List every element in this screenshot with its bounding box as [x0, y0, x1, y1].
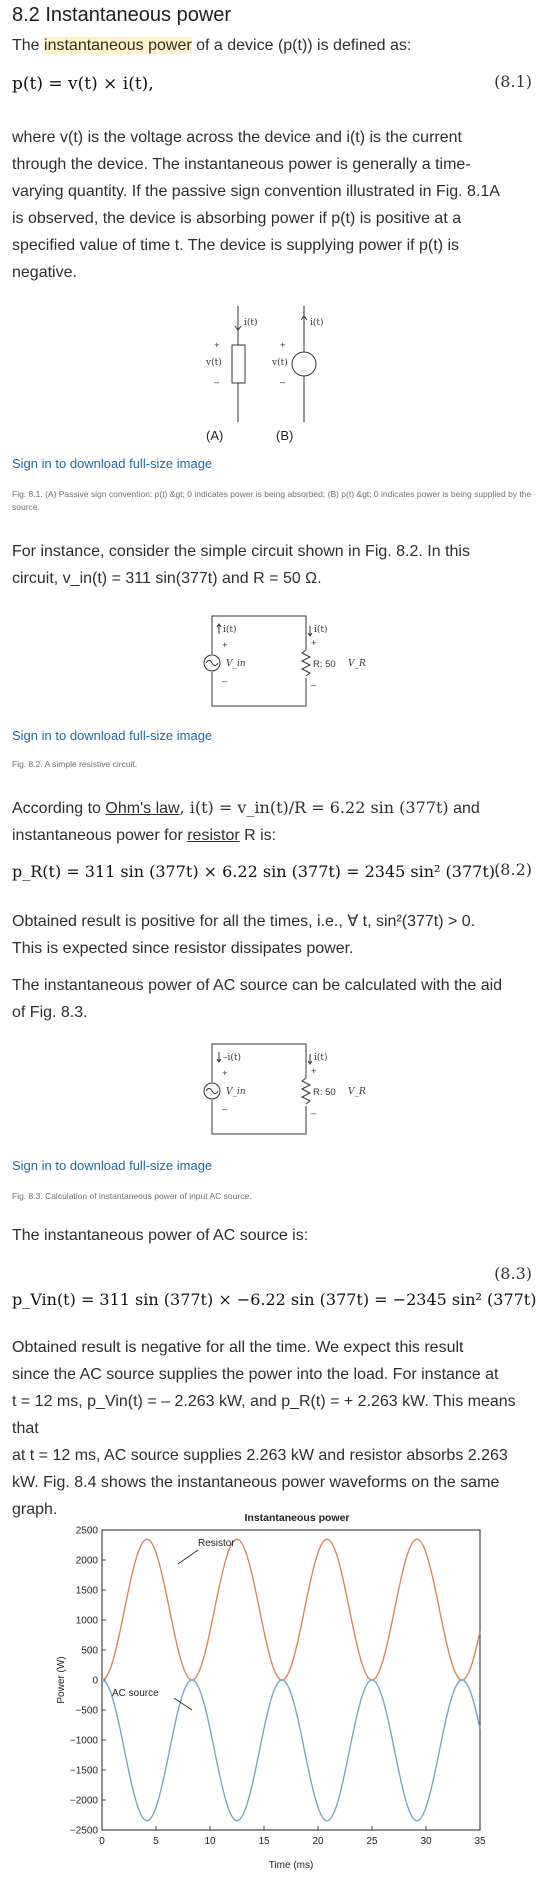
figure-8-2 — [192, 612, 336, 712]
x-tick-label: 0 — [99, 1836, 105, 1847]
fig3-minus-resistor: – — [311, 1108, 317, 1119]
fig1-plus-a: + — [214, 340, 220, 351]
figure-8-3 — [192, 1040, 336, 1140]
resistor-link[interactable]: resistor — [187, 827, 240, 844]
paragraph-ohms-law: According to Ohm's law, i(t) = v_in(t)/R = 6.22 sin (377t) and instantaneous power for resistor R is: — [12, 798, 480, 844]
plot-frame — [102, 1530, 480, 1830]
fig3-plus-resistor: + — [311, 1066, 317, 1077]
fig3-vin: V_in — [226, 1087, 246, 1097]
fig3-resistor-label: R: 50 — [313, 1087, 336, 1098]
intro-paragraph: The instantaneous power of a device (p(t)) is defined as: — [12, 37, 412, 54]
paragraph-ac-power: The instantaneous power of AC source is: — [12, 1227, 309, 1244]
y-tick-label: −2500 — [69, 1825, 98, 1837]
fig2-caption: Fig. 8.2. A simple resistive circuit. — [12, 759, 138, 769]
fig2-arrow-up-icon — [217, 624, 221, 634]
fig3-arrow-down-icon-resistor — [308, 1054, 312, 1064]
fig2-arrow-down-icon — [308, 626, 312, 636]
paragraph-positive-result: Obtained result is positive for all the times, i.e., ∀ t, sin²(377t) > 0. This is expected since resistor dissipates power. — [12, 913, 476, 957]
fig2-resistor-current: i(t) — [314, 625, 328, 635]
fig1-caption: Fig. 8.1. (A) Passive sign convention: p(t) &gt; 0 indicates power is being absorbed; (B) p(t) &gt; 0 indicates power is being supplied by the source. — [12, 489, 532, 512]
x-tick-label: 30 — [420, 1836, 432, 1847]
fig3-plus-source: + — [222, 1068, 228, 1079]
y-tick-label: 0 — [92, 1675, 98, 1687]
y-tick-label: 2000 — [75, 1555, 98, 1567]
fig1-minus-b: – — [280, 377, 286, 388]
series-layer — [102, 1539, 480, 1820]
fig2-vr-label-box — [348, 652, 378, 672]
paragraph-ac-source-intro: The instantaneous power of AC source can be calculated with the aid of Fig. 8.3. — [12, 977, 503, 1021]
fig1-arrow-up-icon — [301, 316, 307, 330]
x-tick-label: 35 — [474, 1836, 486, 1847]
fig3-download-link[interactable]: Sign in to download full-size image — [12, 1158, 213, 1173]
fig2-resistor-label: R: 50 — [313, 659, 336, 670]
fig1-download-link[interactable]: Sign in to download full-size image — [12, 456, 213, 471]
fig2-minus-source: – — [222, 676, 228, 687]
fig2-source-current: i(t) — [223, 625, 237, 635]
fig2-plus-source: + — [222, 640, 228, 651]
paragraph-passive-sign: where v(t) is the voltage across the device and i(t) is the current through the device. The instantaneous power is generally a time- varying quantity. If the passive sign convention illustrated in Fig. 8.1A is observed, the device is absorbing power if p(t) is positive at a specified value of time t. The device is supplying power if p(t) is negative. — [12, 129, 500, 281]
y-tick-label: 1500 — [75, 1585, 98, 1597]
fig2-download-link[interactable]: Sign in to download full-size image — [12, 728, 213, 743]
fig3-resistor-current: i(t) — [314, 1053, 328, 1063]
fig2-vr: V_R — [348, 659, 366, 669]
y-tick-label: 500 — [81, 1645, 98, 1657]
x-tick-label: 25 — [366, 1836, 378, 1847]
fig1-resistor-a — [232, 345, 245, 383]
equation-number-8-1: (8.1) — [494, 72, 532, 91]
fig3-vr: V_R — [348, 1087, 366, 1097]
fig2-minus-resistor: – — [311, 680, 317, 691]
fig3-vr-label-box — [348, 1080, 378, 1100]
paragraph-circuit-intro: For instance, consider the simple circuit shown in Fig. 8.2. In this circuit, v_in(t) = 311 sin(377t) and R = 50 Ω. — [12, 543, 470, 587]
y-tick-label: −2000 — [69, 1795, 98, 1807]
fig2-plus-resistor: + — [311, 638, 317, 649]
ohms-law-link[interactable]: Ohm's law — [105, 800, 180, 817]
series-line-ac-source — [102, 1680, 480, 1821]
chart-title: Instantaneous power — [244, 1512, 350, 1524]
paragraph-negative-result: Obtained result is negative for all the time. We expect this result since the AC source supplies the power into the load. For instance at t = 12 ms, p_Vin(t) = – 2.263 kW, and p_R(t) = + 2.263 kW. This means that at t = 12 ms, AC source supplies 2.263 kW and resistor absorbs 2.263 kW. Fig. 8.4 shows the instantaneous power waveforms on the same graph. — [12, 1339, 516, 1518]
y-tick-label: −1500 — [69, 1765, 98, 1777]
series-line-resistor — [102, 1539, 480, 1680]
y-axis-label: Power (W) — [56, 1656, 67, 1704]
y-tick-label: 1000 — [75, 1615, 98, 1627]
annotation-resistor-pointer — [178, 1550, 198, 1564]
equation-8-3: p_Vin(t) = 311 sin (377t) × −6.22 sin (377t) = −2345 sin² (377t) — [12, 1290, 537, 1309]
fig1-voltage-b: v(t) — [272, 358, 288, 368]
x-axis-label: Time (ms) — [268, 1860, 314, 1871]
annotation-ac-source: AC source — [112, 1688, 159, 1699]
x-tick-label: 5 — [153, 1836, 159, 1847]
equation-number-8-2: (8.2) — [494, 860, 532, 879]
fig2-vin: V_in — [226, 659, 246, 669]
fig1-plus-b: + — [280, 340, 286, 351]
x-tick-label: 10 — [204, 1836, 216, 1847]
fig1-label-b: (B) — [276, 428, 294, 443]
equation-8-2: p_R(t) = 311 sin (377t) × 6.22 sin (377t) = 2345 sin² (377t). — [12, 862, 501, 881]
annotation-resistor: Resistor — [198, 1538, 235, 1549]
annotation-ac-source-pointer — [174, 1698, 192, 1710]
fig1-arrow-down-icon — [235, 316, 241, 330]
figure-8-1 — [192, 300, 392, 443]
fig1-source-b — [292, 352, 316, 376]
instantaneous-power-chart — [42, 1508, 502, 1878]
y-tick-label: −500 — [75, 1705, 98, 1717]
fig1-minus-a: – — [214, 377, 220, 388]
fig3-source-current: –i(t) — [223, 1053, 242, 1063]
fig1-label-a: (A) — [206, 428, 224, 443]
equation-number-8-3: (8.3) — [494, 1264, 532, 1283]
fig1-current-a: i(t) — [244, 318, 258, 328]
fig3-minus-source: – — [222, 1104, 228, 1115]
y-tick-label: 2500 — [75, 1525, 98, 1537]
fig1-current-b: i(t) — [310, 318, 324, 328]
x-tick-label: 15 — [258, 1836, 270, 1847]
instantaneous-power-term[interactable]: instantaneous power — [44, 37, 192, 54]
fig3-arrow-down-icon — [217, 1052, 221, 1062]
fig3-caption: Fig. 8.3. Calculation of instantaneous power of input AC source. — [12, 1191, 252, 1201]
y-tick-label: −1000 — [69, 1735, 98, 1747]
fig1-voltage-a: v(t) — [206, 358, 222, 368]
x-tick-label: 20 — [312, 1836, 324, 1847]
section-title: 8.2 Instantaneous power — [12, 4, 232, 26]
equation-8-1: p(t) = v(t) × i(t), — [12, 74, 154, 94]
